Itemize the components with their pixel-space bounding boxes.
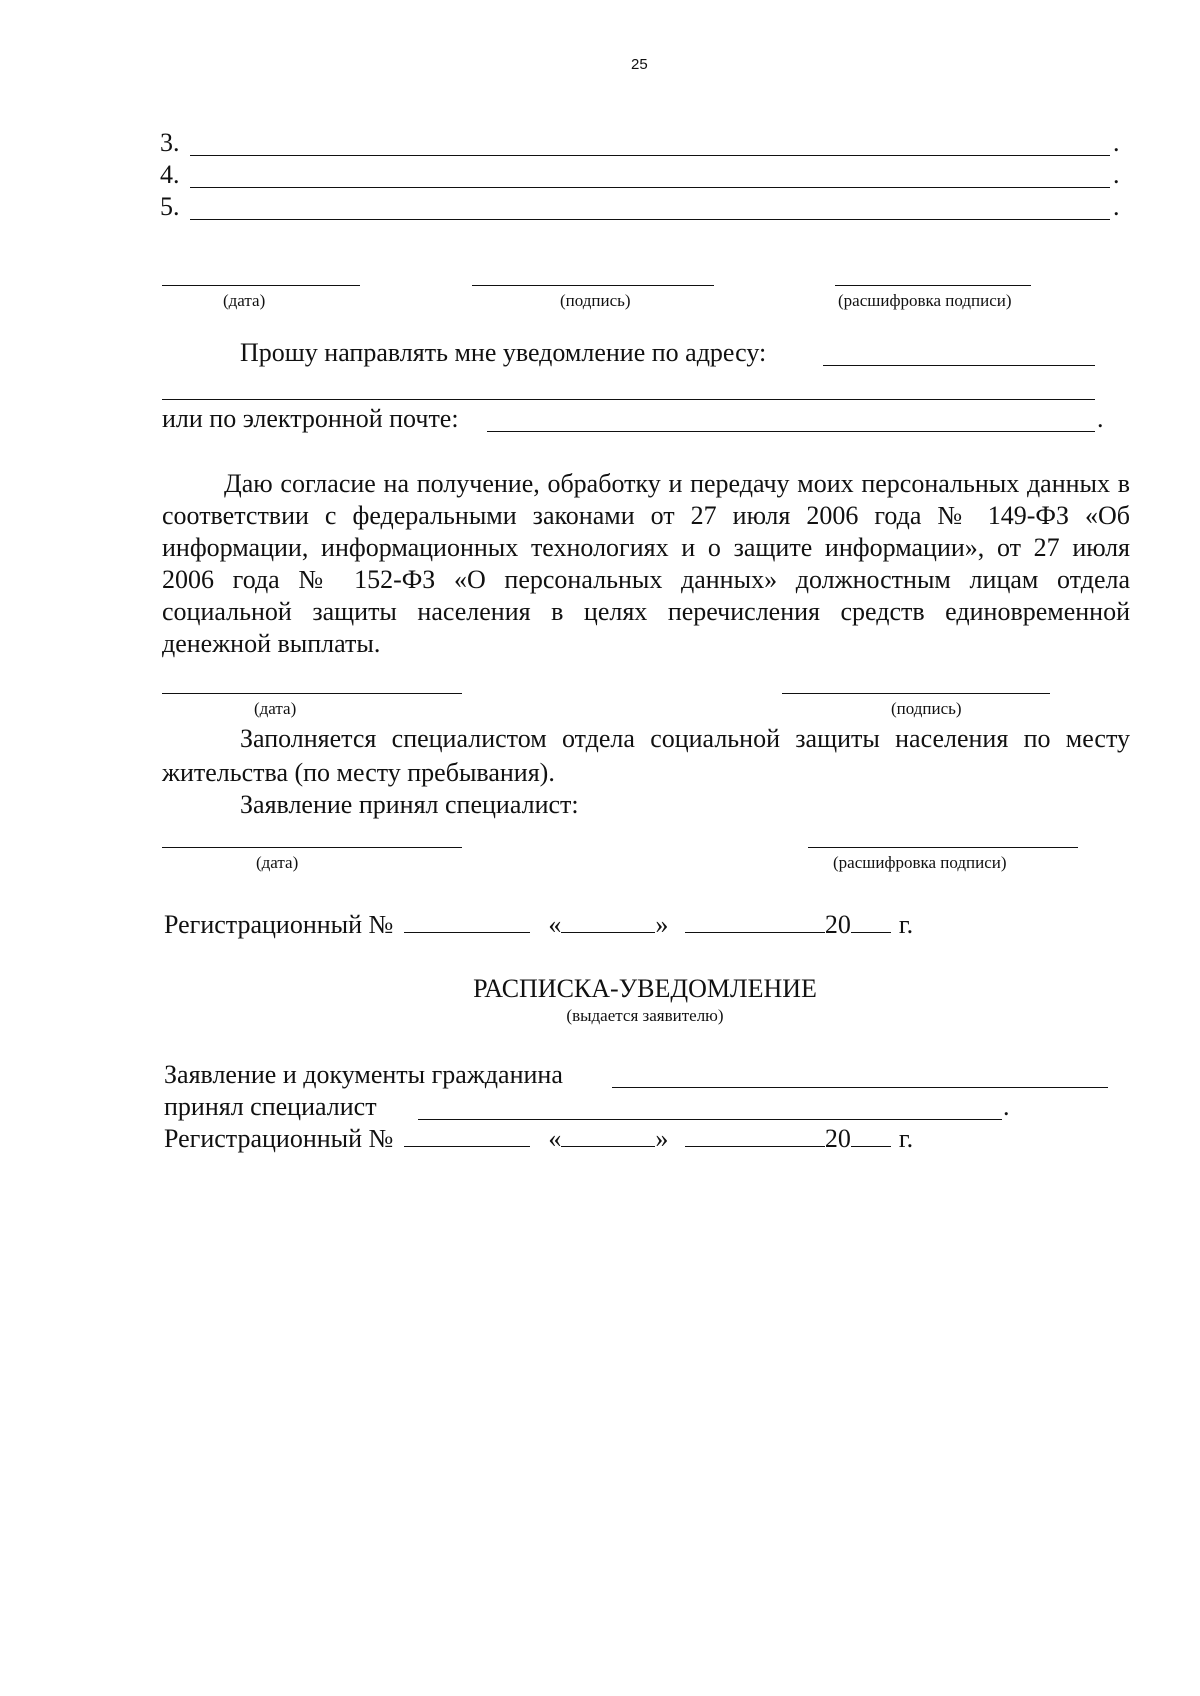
close-quote: » <box>655 910 669 939</box>
receipt-registration-row <box>164 1124 913 1154</box>
month-blank[interactable] <box>685 910 825 933</box>
close-quote: » <box>655 1124 669 1153</box>
year-suffix: г. <box>898 910 914 939</box>
transcript-caption: (расшифровка подписи) <box>833 853 1007 872</box>
registration-number-blank[interactable] <box>404 910 530 933</box>
registration-row <box>164 910 913 940</box>
list-item-number: 4. <box>160 160 180 189</box>
transcript-blank-line[interactable] <box>808 847 1078 848</box>
open-quote: « <box>548 910 562 939</box>
list-item-period: . <box>1113 192 1120 221</box>
transcript-caption: (расшифровка подписи) <box>838 291 1012 310</box>
month-blank[interactable] <box>685 1124 825 1147</box>
specialist-note: Заполняется специалистом отдела социальной защиты населения по месту жительства (по месту пребывания). <box>162 724 1130 787</box>
signature-caption: (подпись) <box>891 699 962 718</box>
list-item-number: 5. <box>160 192 180 221</box>
list-item-blank-line[interactable] <box>190 219 1110 220</box>
year-prefix: 20 <box>824 910 851 939</box>
signature-blank-line[interactable] <box>472 285 714 286</box>
specialist-period: . <box>1003 1092 1010 1121</box>
day-blank[interactable] <box>561 910 655 933</box>
notice-request-label: Прошу направлять мне уведомление по адресу: <box>240 338 767 367</box>
signature-caption: (подпись) <box>560 291 631 310</box>
signature-blank-line[interactable] <box>782 693 1050 694</box>
registration-number-blank[interactable] <box>404 1124 530 1147</box>
registration-label: Регистрационный № <box>164 910 394 939</box>
date-caption: (дата) <box>256 853 299 872</box>
consent-paragraph: Даю согласие на получение, обработку и передачу моих персональных данных в соответствии с федеральными законами от 27 июля 2006 года № 149-ФЗ «Об информации, информационных технологиях и о защите информации», от 27 июля 2006 года № 152-ФЗ «О персональных данных» должностным лицам отдела социальной защиты населения в целях перечисления средств единовременной денежной выплаты. <box>162 469 1130 658</box>
list-item-blank-line[interactable] <box>190 155 1110 156</box>
accepted-specialist-label: принял специалист <box>164 1092 377 1121</box>
transcript-blank-line[interactable] <box>835 285 1031 286</box>
year-suffix: г. <box>898 1124 914 1153</box>
specialist-name-blank-line[interactable] <box>418 1119 1002 1120</box>
registration-label: Регистрационный № <box>164 1124 394 1153</box>
open-quote: « <box>548 1124 562 1153</box>
citizen-name-blank-line[interactable] <box>612 1087 1108 1088</box>
page-number: 25 <box>631 56 648 73</box>
date-blank-line[interactable] <box>162 693 462 694</box>
list-item-number: 3. <box>160 128 180 157</box>
email-blank-line[interactable] <box>487 431 1095 432</box>
date-caption: (дата) <box>254 699 297 718</box>
email-label: или по электронной почте: <box>162 404 459 433</box>
address-blank-line-2[interactable] <box>162 399 1095 400</box>
list-item-period: . <box>1113 160 1120 189</box>
docs-label: Заявление и документы гражданина <box>164 1060 563 1089</box>
receipt-title: РАСПИСКА-УВЕДОМЛЕНИЕ <box>473 974 817 1003</box>
receipt-subtitle: (выдается заявителю) <box>566 1006 724 1025</box>
year-blank[interactable] <box>851 1124 891 1147</box>
accepted-by-label: Заявление принял специалист: <box>240 790 579 819</box>
list-item-period: . <box>1113 128 1120 157</box>
address-blank-line[interactable] <box>823 365 1095 366</box>
date-blank-line[interactable] <box>162 285 360 286</box>
year-prefix: 20 <box>824 1124 851 1153</box>
date-caption: (дата) <box>223 291 266 310</box>
email-period: . <box>1097 404 1104 433</box>
list-item-blank-line[interactable] <box>190 187 1110 188</box>
date-blank-line[interactable] <box>162 847 462 848</box>
day-blank[interactable] <box>561 1124 655 1147</box>
year-blank[interactable] <box>851 910 891 933</box>
